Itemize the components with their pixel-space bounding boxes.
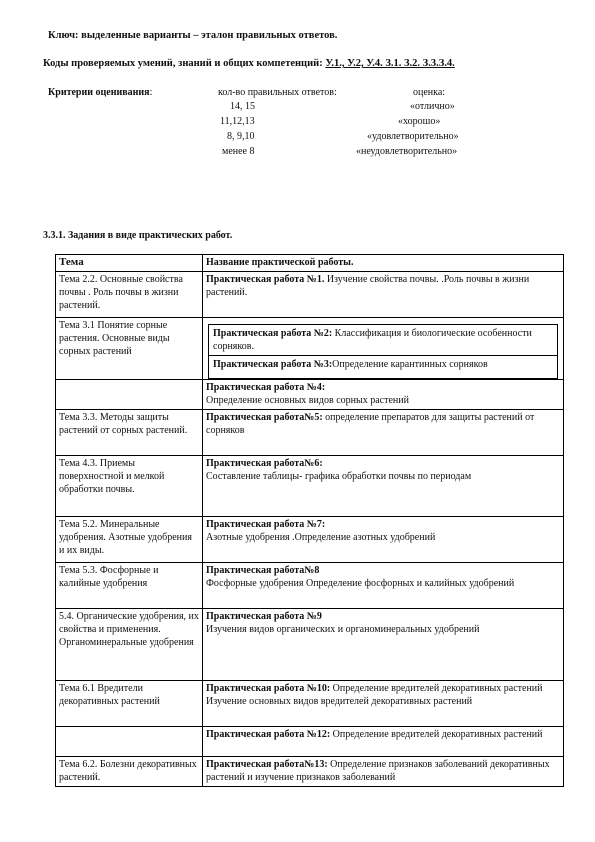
work-description: Изучения видов органических и органоминеральных удобрений (206, 624, 480, 635)
work-number: Практическая работа№13: (206, 759, 328, 770)
topic-cell: 5.4. Органические удобрения, их свойства и применения. Органоминеральные удобрения (56, 609, 203, 681)
work-description: Классификация и биологические особенности сорняков. (213, 328, 532, 352)
work-number: Практическая работа №9 (206, 611, 322, 622)
work-number: Практическая работа №4: (206, 382, 326, 393)
work-cell (203, 609, 564, 681)
criteria-label-line (48, 87, 152, 98)
work-description: Фосфорные удобрения Определение фосфорных и калийных удобрений (206, 578, 515, 589)
work-description: Определение признаков заболеваний декоративных растений и изучение признаков заболеваний (206, 759, 550, 783)
table-row (56, 410, 564, 456)
topic-cell: Тема 2.2. Основные свойства почвы . Роль почвы в жизни растений. (56, 272, 203, 318)
table-header-row (56, 255, 564, 272)
work-description: Определение вредителей декоративных растений Изучение основных видов вредителей декоративных растений (206, 683, 543, 707)
table-row (56, 517, 564, 563)
criteria-count: 14, 15 (230, 101, 255, 112)
work-number: Практическая работа№8 (206, 565, 320, 576)
criteria-grade: «неудовлетворительно» (356, 146, 458, 157)
table-row (56, 318, 564, 380)
table-row (56, 757, 564, 787)
skills-codes-label: Коды проверяемых умений, знаний и общих компетенций: (43, 58, 323, 69)
work-cell (203, 456, 564, 517)
work-cell (203, 563, 564, 609)
criteria-colon: : (149, 87, 153, 98)
table-row (56, 563, 564, 609)
nested-works-box (208, 324, 558, 379)
work-cell (203, 380, 564, 410)
criteria-count-header: кол-во правильных ответов: (218, 87, 337, 98)
work-description: Составление таблицы- графика обработки почвы по периодам (206, 471, 472, 482)
work-cell (203, 757, 564, 787)
table-row (56, 727, 564, 757)
work-number: Практическая работа №10: (206, 683, 331, 694)
criteria-count: 8, 9,10 (227, 131, 255, 142)
table-row (56, 272, 564, 318)
work-cell (203, 272, 564, 318)
table-row (56, 456, 564, 517)
section-title: 3.3.1. Задания в виде практических работ. (43, 230, 233, 241)
work-description: Определение вредителей декоративных растений (330, 729, 543, 740)
work-number: Практическая работа №7: (206, 519, 326, 530)
answer-key-note: Ключ: выделенные варианты – эталон правильных ответов. (48, 30, 338, 41)
work-description: Изучение свойства почвы. .Роль почвы в жизни растений. (206, 274, 530, 298)
topic-cell: Тема 6.2. Болезни декоративных растений. (56, 757, 203, 787)
topic-cell: Тема 4.3. Приемы поверхностной и мелкой обработки почвы. (56, 456, 203, 517)
work-cell (203, 681, 564, 727)
topic-cell: Тема 5.2. Минеральные удобрения. Азотные удобрения и их виды. (56, 517, 203, 563)
criteria-count: 11,12,13 (220, 116, 255, 127)
work-cell (203, 318, 564, 380)
nested-work-item (209, 325, 557, 355)
table-row (56, 681, 564, 727)
header-work-title: Название практической работы. (203, 255, 564, 272)
work-cell (203, 410, 564, 456)
work-number: Практическая работа №3: (213, 359, 333, 370)
table-row (56, 609, 564, 681)
header-topic: Тема (56, 255, 203, 272)
work-description: Определение карантинных сорняков (332, 359, 488, 370)
practical-works-table (55, 254, 564, 787)
topic-cell: Тема 3.1 Понятие сорные растения. Основные виды сорных растений (56, 318, 203, 380)
work-number: Практическая работа №2: (213, 328, 333, 339)
work-description: определение препаратов для защиты растений от сорняков (206, 412, 535, 436)
topic-cell (56, 727, 203, 757)
work-cell (203, 727, 564, 757)
work-description: Определение основных видов сорных растений (206, 395, 409, 406)
topic-cell: Тема 5.3. Фосфорные и калийные удобрения (56, 563, 203, 609)
criteria-grade: «удовлетворительно» (367, 131, 459, 142)
criteria-grade: «хорошо» (398, 116, 441, 127)
work-cell (203, 517, 564, 563)
work-number: Практическая работа №12: (206, 729, 331, 740)
work-number: Практическая работа№6: (206, 458, 323, 469)
criteria-grade-header: оценка: (413, 87, 446, 98)
work-number: Практическая работа№5: (206, 412, 323, 423)
skills-codes-value: У.1., У.2, У.4. З.1. З.2. З.3.З.4. (325, 58, 455, 69)
topic-cell: Тема 3.3. Методы защиты растений от сорных растений. (56, 410, 203, 456)
table-row (56, 380, 564, 410)
skills-codes-line (43, 58, 455, 69)
nested-work-item (209, 355, 557, 378)
criteria-grade: «отлично» (410, 101, 455, 112)
criteria-label: Критерии оценивания (48, 87, 150, 98)
work-number: Практическая работа №1. (206, 274, 325, 285)
work-description: Азотные удобрения .Определение азотных удобрений (206, 532, 436, 543)
topic-cell: Тема 6.1 Вредители декоративных растений (56, 681, 203, 727)
topic-cell (56, 380, 203, 410)
criteria-count: менее 8 (222, 146, 255, 157)
